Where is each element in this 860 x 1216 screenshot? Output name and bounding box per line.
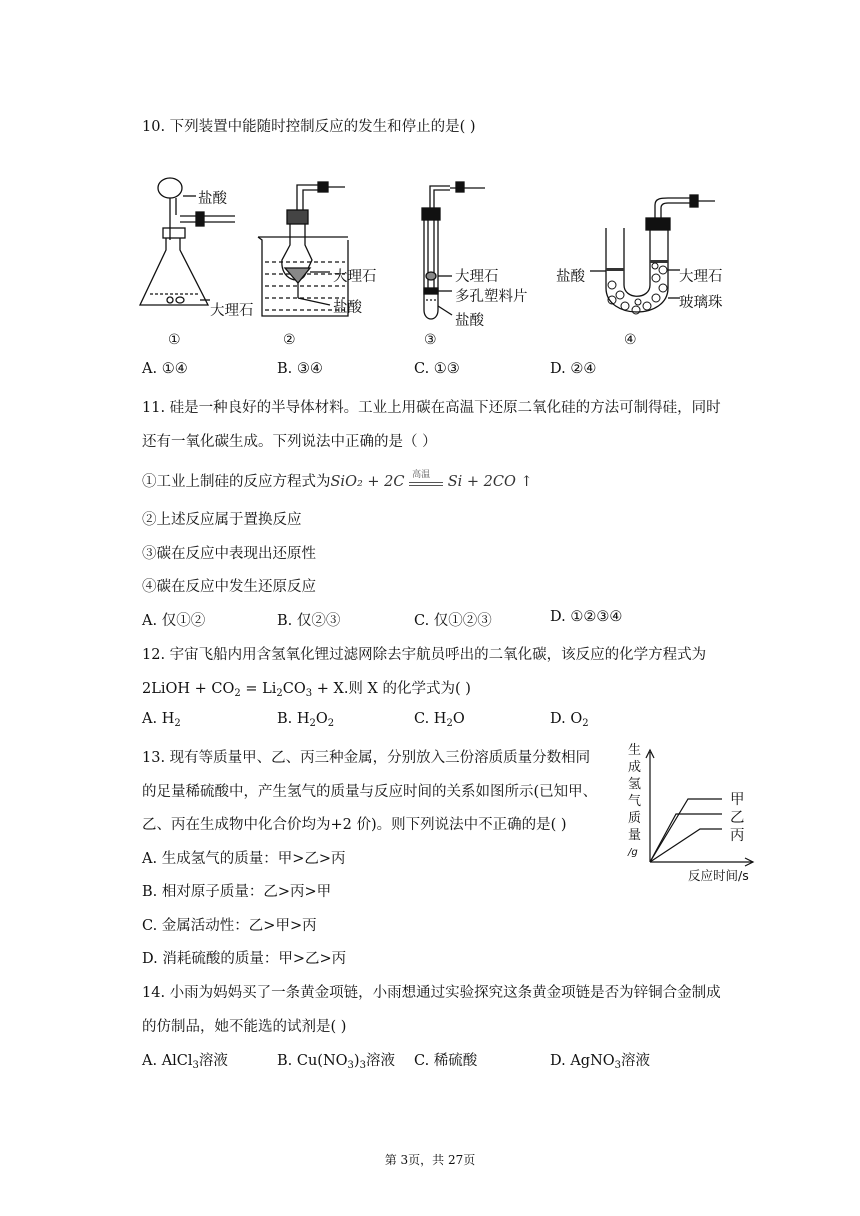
q11-option-d[interactable]: D. ①②③④ bbox=[550, 609, 623, 625]
eq-part-a: 2LiOH + CO bbox=[142, 681, 235, 697]
q10-option-d[interactable]: D. ②④ bbox=[550, 361, 597, 377]
q14-option-a[interactable]: A. AlCl$_3$溶液 bbox=[142, 1053, 228, 1071]
q13-option-d[interactable]: D. 消耗硫酸的质量：甲>乙>丙 bbox=[142, 951, 347, 967]
q12-option-d[interactable]: D. $O_2$ bbox=[550, 711, 589, 729]
graph-y-label: 生 成 氢 气 质 量 /g bbox=[628, 743, 642, 858]
series-label-yi: 乙 bbox=[730, 810, 745, 826]
q14-stem-line2: 的仿制品，她不能选的试剂是( ) bbox=[142, 1019, 347, 1035]
label-4-beads: 玻璃珠 bbox=[679, 295, 723, 311]
q10-stem: 10. 下列装置中能随时控制反应的发生和停止的是( ) bbox=[142, 119, 476, 135]
q11-option-b[interactable]: B. 仅②③ bbox=[277, 613, 341, 629]
apparatus-number-1: ① bbox=[168, 332, 181, 348]
q11-stem-line1: 11. 硅是一种良好的半导体材料。工业上用碳在高温下还原二氧化硅的方法可制得硅，同时 bbox=[142, 400, 721, 416]
equation-left: SiO₂ + 2C bbox=[330, 474, 405, 490]
q14-option-d[interactable]: D. AgNO$_3$溶液 bbox=[550, 1053, 651, 1071]
condition-high-temp: 高温 bbox=[412, 470, 431, 480]
label-4-marble: 大理石 bbox=[679, 269, 723, 285]
eq-part-d: + X.则 X 的化学式为( ) bbox=[312, 681, 471, 697]
q12-equation bbox=[142, 677, 471, 699]
eq-sub-b: 2 bbox=[276, 688, 283, 699]
q12-option-a[interactable]: A. $H_2$ bbox=[142, 711, 181, 729]
label-3-marble: 大理石 bbox=[455, 269, 499, 285]
page-footer: 第 3页，共 27页 bbox=[384, 1153, 476, 1167]
label-3-acid: 盐酸 bbox=[455, 313, 484, 329]
q11-option-c[interactable]: C. 仅①②③ bbox=[414, 613, 492, 629]
label-3-plate: 多孔塑料片 bbox=[455, 289, 528, 305]
q14-option-c[interactable]: C. 稀硫酸 bbox=[414, 1053, 478, 1069]
graph-x-label: 反应时间/s bbox=[688, 868, 749, 883]
equation-arrow bbox=[409, 470, 443, 486]
q11-stem-line2: 还有一氧化碳生成。下列说法中正确的是（ ） bbox=[142, 434, 437, 450]
statement-1-text: ①工业上制硅的反应方程式为 bbox=[142, 474, 331, 490]
eq-part-b: = Li bbox=[240, 681, 277, 697]
eq-sub-c: 3 bbox=[305, 688, 313, 699]
q10-option-b[interactable]: B. ③④ bbox=[277, 361, 323, 377]
series-label-bing: 丙 bbox=[730, 828, 745, 844]
apparatus-number-3: ③ bbox=[424, 332, 437, 348]
q13-stem-line2: 的足量稀硫酸中，产生氢气的质量与反应时间的关系如图所示(已知甲、 bbox=[142, 784, 598, 800]
apparatus-number-4: ④ bbox=[624, 332, 637, 348]
eq-part-c: CO bbox=[282, 681, 306, 697]
q11-option-a[interactable]: A. 仅①② bbox=[142, 613, 206, 629]
q13-option-b[interactable]: B. 相对原子质量：乙>丙>甲 bbox=[142, 884, 332, 900]
series-label-jia: 甲 bbox=[730, 792, 745, 808]
eq-sub-a: 2 bbox=[234, 688, 241, 699]
q11-statement-2: ②上述反应属于置换反应 bbox=[142, 512, 302, 528]
q14-stem-line1: 14. 小雨为妈妈买了一条黄金项链，小雨想通过实验探究这条黄金项链是否为锌铜合金制成 bbox=[142, 985, 721, 1001]
q12-option-b[interactable]: B. $H_2O_2$ bbox=[277, 711, 335, 729]
q12-stem-line1: 12. 宇宙飞船内用含氢氧化锂过滤网除去宇航员呼出的二氧化碳，该反应的化学方程式为 bbox=[142, 647, 707, 663]
q13-option-a[interactable]: A. 生成氢气的质量：甲>乙>丙 bbox=[142, 851, 346, 867]
q11-statement-3: ③碳在反应中表现出还原性 bbox=[142, 546, 316, 562]
q13-option-c[interactable]: C. 金属活动性：乙>甲>丙 bbox=[142, 918, 317, 934]
q13-graph bbox=[628, 742, 758, 882]
q14-option-b[interactable]: B. $Cu(NO_3)_3$溶液 bbox=[277, 1053, 395, 1071]
equation-right: Si + 2CO ↑ bbox=[447, 474, 533, 490]
q10-option-c[interactable]: C. ①③ bbox=[414, 361, 460, 377]
q12-option-c[interactable]: C. $H_2O$ bbox=[414, 711, 465, 729]
label-1-acid: 盐酸 bbox=[198, 191, 227, 207]
apparatus-number-2: ② bbox=[283, 332, 296, 348]
q13-stem-line1: 13. 现有等质量甲、乙、丙三种金属，分别放入三份溶质质量分数相同 bbox=[142, 750, 591, 766]
q10-option-a[interactable]: A. ①④ bbox=[142, 361, 188, 377]
label-2-marble: 大理石 bbox=[333, 269, 377, 285]
q13-stem-line3: 乙、丙在生成物中化合价均为+2 价)。则下列说法中不正确的是( ) bbox=[142, 817, 567, 833]
label-4-acid: 盐酸 bbox=[556, 269, 585, 285]
q11-statement-1 bbox=[142, 470, 533, 491]
label-2-acid: 盐酸 bbox=[333, 300, 362, 316]
label-1-marble: 大理石 bbox=[210, 303, 254, 319]
q11-statement-4: ④碳在反应中发生还原反应 bbox=[142, 579, 316, 595]
